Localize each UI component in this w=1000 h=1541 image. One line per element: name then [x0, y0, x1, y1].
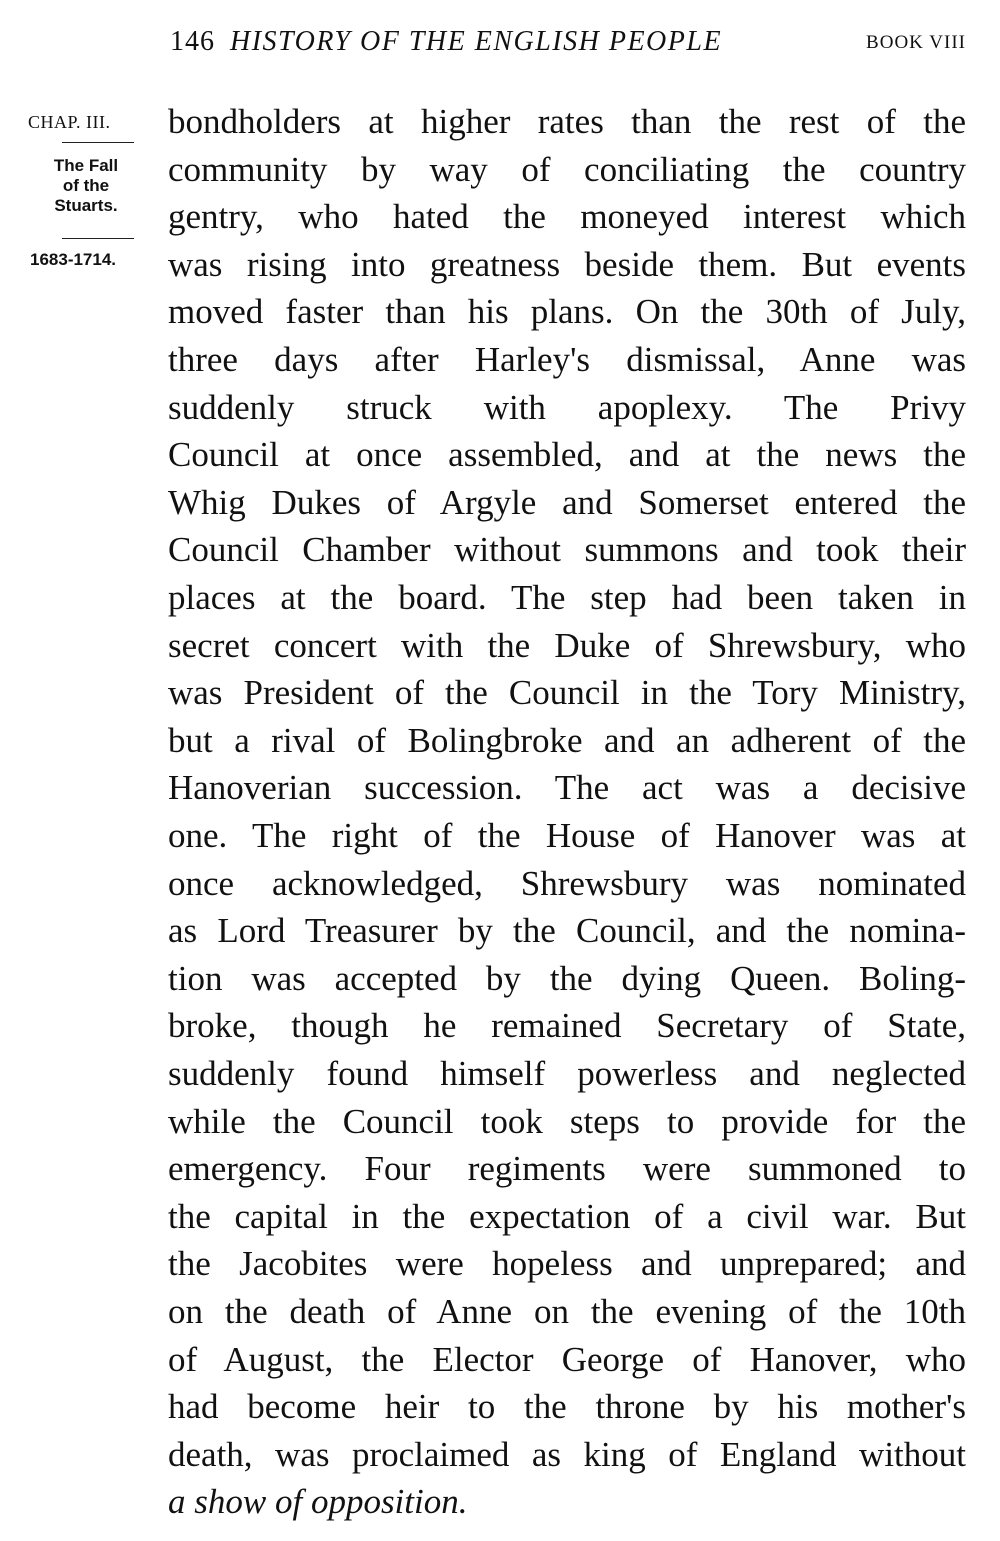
date-range: 1683-1714.: [30, 250, 117, 269]
text-line: had become heir to the throne by his mother's: [168, 1387, 966, 1427]
text-line: Council at once assembled, and at the news the: [168, 435, 966, 475]
book-label: BOOK VIII: [866, 32, 966, 53]
text-line: community by way of conciliating the country: [168, 149, 966, 189]
text-line: suddenly found himself powerless and neglected: [168, 1054, 966, 1093]
text-line: was rising into greatness beside them. But events: [168, 244, 966, 284]
text-line: once acknowledged, Shrewsbury was nominated: [168, 863, 966, 903]
text-line: places at the board. The step had been taken in: [168, 578, 966, 617]
margin-topic-line: of the: [62, 176, 110, 195]
margin-topic-line: Stuarts.: [54, 196, 118, 215]
text-line: Whig Dukes of Argyle and Somerset entered the: [168, 482, 966, 522]
text-line: as Lord Treasurer by the Council, and the nomina-: [168, 911, 966, 951]
text-line: of August, the Elector George of Hanover, who: [168, 1339, 966, 1379]
text-line: a show of opposition.: [168, 1482, 468, 1522]
text-line: on the death of Anne on the evening of the 10th: [168, 1292, 966, 1331]
text-line: tion was accepted by the dying Queen. Boling-: [168, 958, 966, 998]
text-line: emergency. Four regiments were summoned to: [168, 1149, 966, 1189]
text-line: gentry, who hated the moneyed interest which: [168, 197, 966, 237]
running-head: [170, 26, 970, 66]
page-number: 146: [170, 26, 215, 57]
text-line: broke, though he remained Secretary of State,: [168, 1006, 966, 1046]
text-line: Hanoverian succession. The act was a decisive: [168, 768, 966, 808]
margin-topic-line: The Fall: [53, 156, 119, 175]
margin-divider: [62, 238, 134, 239]
text-line: bondholders at higher rates than the rest of the: [168, 102, 966, 141]
text-line: death, was proclaimed as king of England without: [168, 1434, 966, 1474]
margin-divider: [62, 142, 134, 143]
text-line: Council Chamber without summons and took their: [168, 530, 966, 570]
text-line: while the Council took steps to provide for the: [168, 1101, 966, 1141]
text-line: was President of the Council in the Tory Ministry,: [168, 673, 966, 713]
page-title: HISTORY OF THE ENGLISH PEOPLE: [230, 26, 723, 57]
text-line: moved faster than his plans. On the 30th of July,: [168, 292, 966, 332]
text-line: the capital in the expectation of a civil war. But: [168, 1196, 966, 1236]
chapter-label: CHAP. III.: [28, 112, 111, 132]
text-line: three days after Harley's dismissal, Anne was: [168, 340, 966, 379]
text-line: secret concert with the Duke of Shrewsbury, who: [168, 625, 966, 665]
text-line: but a rival of Bolingbroke and an adherent of the: [168, 720, 966, 760]
text-line: suddenly struck with apoplexy. The Privy: [168, 387, 966, 427]
text-line: one. The right of the House of Hanover was at: [168, 816, 966, 855]
text-line: the Jacobites were hopeless and unprepared; and: [168, 1244, 966, 1284]
